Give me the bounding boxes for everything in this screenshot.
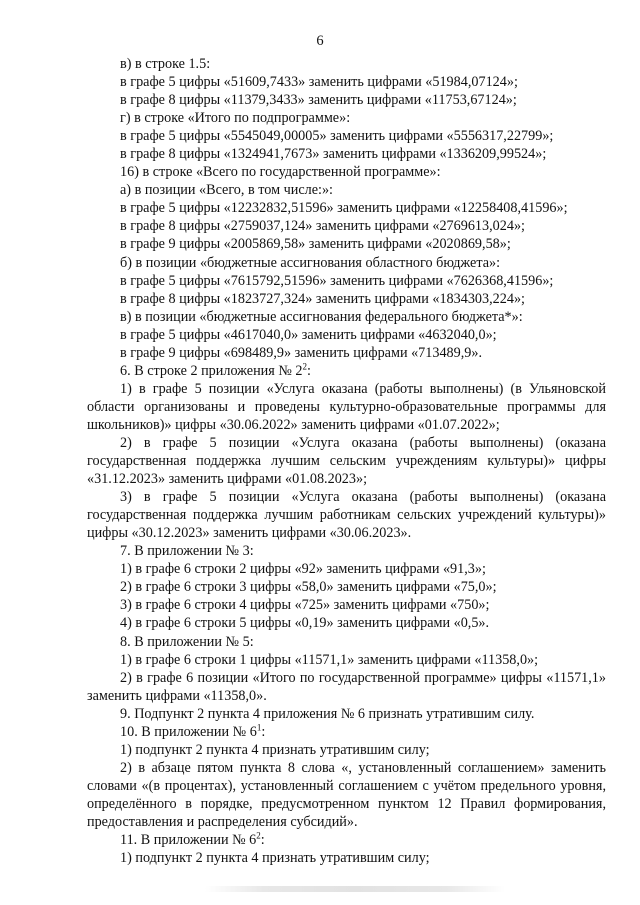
item10-paragraph-2 xyxy=(87,759,606,831)
text-line: в графе 8 цифры «1823727,324» заменить цифрами «1834303,224»; xyxy=(120,290,525,307)
item11-heading-text: 11. В приложении № 6 xyxy=(120,832,257,849)
item11-heading-superscript: 2 xyxy=(256,830,261,841)
item6-heading xyxy=(120,362,606,380)
item6-heading-colon: : xyxy=(307,362,311,379)
text-line: в графе 5 цифры «7615792,51596» заменить цифрами «7626368,41596»; xyxy=(120,272,554,289)
item6-paragraph-2 xyxy=(87,434,606,488)
item11-line-1: 1) подпункт 2 пункта 4 признать утратившим силу; xyxy=(120,850,430,867)
item9-text: 9. Подпункт 2 пункта 4 приложения № 6 признать утратившим силу. xyxy=(120,705,535,722)
text-line: 16) в строке «Всего по государственной программе»: xyxy=(120,164,441,181)
item10-heading-colon: : xyxy=(261,723,266,740)
item6-paragraph-1-text: 1) в графе 5 позиции «Услуга оказана (работы выполнены) (в Ульяновской области организованы и проведены культурно-образовательные программы для школьников)» цифры «30.06.2022» заменить цифрами «01.07.2022»; xyxy=(87,380,606,433)
item7-line: 4) в графе 6 строки 5 цифры «0,19» заменить цифрами «0,5». xyxy=(120,615,490,632)
item6-paragraph-3 xyxy=(87,488,606,542)
item10-heading-superscript: 1 xyxy=(256,722,262,732)
item8-paragraph-2 xyxy=(87,669,606,705)
text-line: а) в позиции «Всего, в том числе:»: xyxy=(120,182,333,199)
text-line: в графе 5 цифры «12232832,51596» заменить цифрами «12258408,41596»; xyxy=(120,200,568,217)
document-body xyxy=(87,55,606,867)
item11-heading-colon: : xyxy=(260,832,265,849)
item6-paragraph-2-text: 2) в графе 5 позиции «Услуга оказана (работы выполнены) (оказана государственная поддержка лучшим сельским учреждениям культуры)» цифры «31.12.2023» заменить цифрами «01.08.2023»; xyxy=(87,434,606,488)
item6-paragraph-1 xyxy=(87,380,606,434)
text-line: в графе 9 цифры «698489,9» заменить цифрами «713489,9». xyxy=(120,344,483,361)
text-line: в графе 5 цифры «4617040,0» заменить цифрами «4632040,0»; xyxy=(120,326,497,343)
item6-heading-text: 6. В строке 2 приложения № 2 xyxy=(120,362,303,379)
item8-paragraph-2-text: 2) в графе 6 позиции «Итого по государственной программе» цифры «11571,1» заменить цифрами «11358,0». xyxy=(87,669,606,704)
text-line: в графе 8 цифры «1324941,7673» заменить цифрами «1336209,99524»; xyxy=(120,146,547,163)
item7-line: 1) в графе 6 строки 2 цифры «92» заменить цифрами «91,3»; xyxy=(120,561,486,578)
item7-line: 3) в графе 6 строки 4 цифры «725» заменить цифрами «750»; xyxy=(120,597,490,614)
text-line: в) в строке 1.5: xyxy=(120,56,211,72)
text-line: в) в позиции «бюджетные ассигнования федерального бюджета*»: xyxy=(120,308,523,325)
item8-heading: 8. В приложении № 5: xyxy=(120,633,254,650)
text-line: в графе 5 цифры «5545049,00005» заменить цифрами «5556317,22799»; xyxy=(120,128,554,145)
item6-heading-superscript: 2 xyxy=(302,361,308,372)
item8-line-1: 1) в графе 6 строки 1 цифры «11571,1» заменить цифрами «11358,0»; xyxy=(120,651,539,668)
text-line: в графе 9 цифры «2005869,58» заменить цифрами «2020869,58»; xyxy=(120,236,511,253)
page-number: 6 xyxy=(316,33,324,49)
text-line: в графе 8 цифры «2759037,124» заменить цифрами «2769613,024»; xyxy=(120,218,525,235)
scan-artifact xyxy=(205,886,505,892)
item7-line: 2) в графе 6 строки 3 цифры «58,0» заменить цифрами «75,0»; xyxy=(120,579,497,596)
item6-paragraph-3-text: 3) в графе 5 позиции «Услуга оказана (работы выполнены) (оказана государственная поддержка лучшим работникам сельских учреждений культуры)» цифры «30.12.2023» заменить цифрами «30.06.2023». xyxy=(87,489,606,542)
text-line: в графе 8 цифры «11379,3433» заменить цифрами «11753,67124»; xyxy=(120,92,517,109)
text-line: в графе 5 цифры «51609,7433» заменить цифрами «51984,07124»; xyxy=(120,74,518,91)
item10-heading-text: 10. В приложении № 6 xyxy=(120,723,257,740)
item11-heading xyxy=(120,831,606,849)
text-line: б) в позиции «бюджетные ассигнования областного бюджета»: xyxy=(120,254,501,271)
item10-heading xyxy=(120,723,606,741)
item10-line-1: 1) подпункт 2 пункта 4 признать утратившим силу; xyxy=(120,741,430,758)
text-line: г) в строке «Итого по подпрограмме»: xyxy=(120,110,351,127)
item7-heading: 7. В приложении № 3: xyxy=(120,543,254,560)
item10-paragraph-2-text: 2) в абзаце пятом пункта 8 слова «, установленный соглашением» заменить словами «(в процентах), установленный соглашением с учётом предельного уровня, определённого в порядке, предусмотренном пунктом 12 Правил формирования, предоставления и распределения субсидий». xyxy=(87,759,606,830)
